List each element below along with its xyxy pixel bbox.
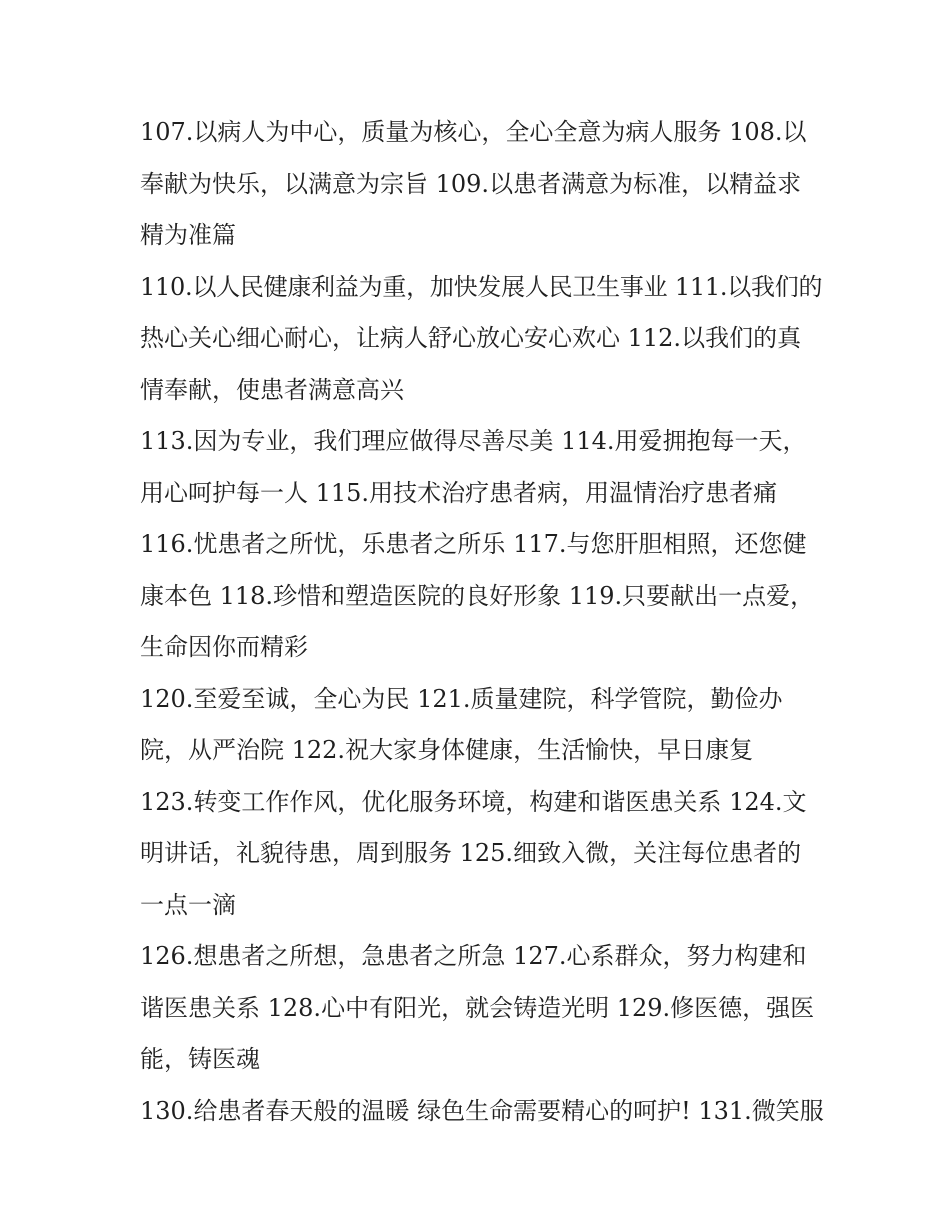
text-line: 院，从严治院 122.祝大家身体健康，生活愉快，早日康复 (140, 736, 754, 764)
text-line: 一点一滴 (140, 890, 236, 919)
text-line: 谐医患关系 128.心中有阳光，就会铸造光明 129.修医德，强医 (140, 993, 815, 1022)
text-line: 明讲话，礼貌待患，周到服务 125.细致入微，关注每位患者的 (140, 839, 802, 867)
text-line: 120.至爱至诚，全心为民 121.质量建院，科学管院，勤俭办 (140, 684, 783, 713)
text-line: 123.转变工作作风，优化服务环境，构建和谐医患关系 124.文 (140, 787, 807, 816)
text-line: 116.忧患者之所忧，乐患者之所乐 117.与您肝胆相照，还您健 (140, 530, 807, 558)
text-line: 奉献为快乐，以满意为宗旨 109.以患者满意为标准，以精益求 (140, 169, 802, 198)
text-line: 用心呵护每一人 115.用技术治疗患者病，用温情治疗患者痛 (140, 478, 778, 507)
text-line: 精为准篇 (140, 221, 236, 249)
slogan-text-block (140, 107, 830, 1137)
text-line: 130.给患者春天般的温暖 绿色生命需要精心的呵护! 131.微笑服 (140, 1096, 824, 1125)
text-line: 康本色 118.珍惜和塑造医院的良好形象 119.只要献出一点爱， (140, 581, 815, 610)
text-line: 110.以人民健康利益为重，加快发展人民卫生事业 111.以我们的 (140, 272, 823, 301)
text-line: 热心关心细心耐心，让病人舒心放心安心欢心 112.以我们的真 (140, 324, 802, 352)
text-line: 能，铸医魂 (140, 1045, 260, 1073)
text-line: 生命因你而精彩 (140, 633, 308, 661)
text-line: 107.以病人为中心，质量为核心，全心全意为病人服务 108.以 (140, 118, 807, 146)
text-line: 113.因为专业，我们理应做得尽善尽美 114.用爱拥抱每一天， (140, 427, 807, 455)
text-line: 情奉献，使患者满意高兴 (140, 375, 404, 404)
text-line: 126.想患者之所想，急患者之所急 127.心系群众，努力构建和 (140, 942, 807, 970)
